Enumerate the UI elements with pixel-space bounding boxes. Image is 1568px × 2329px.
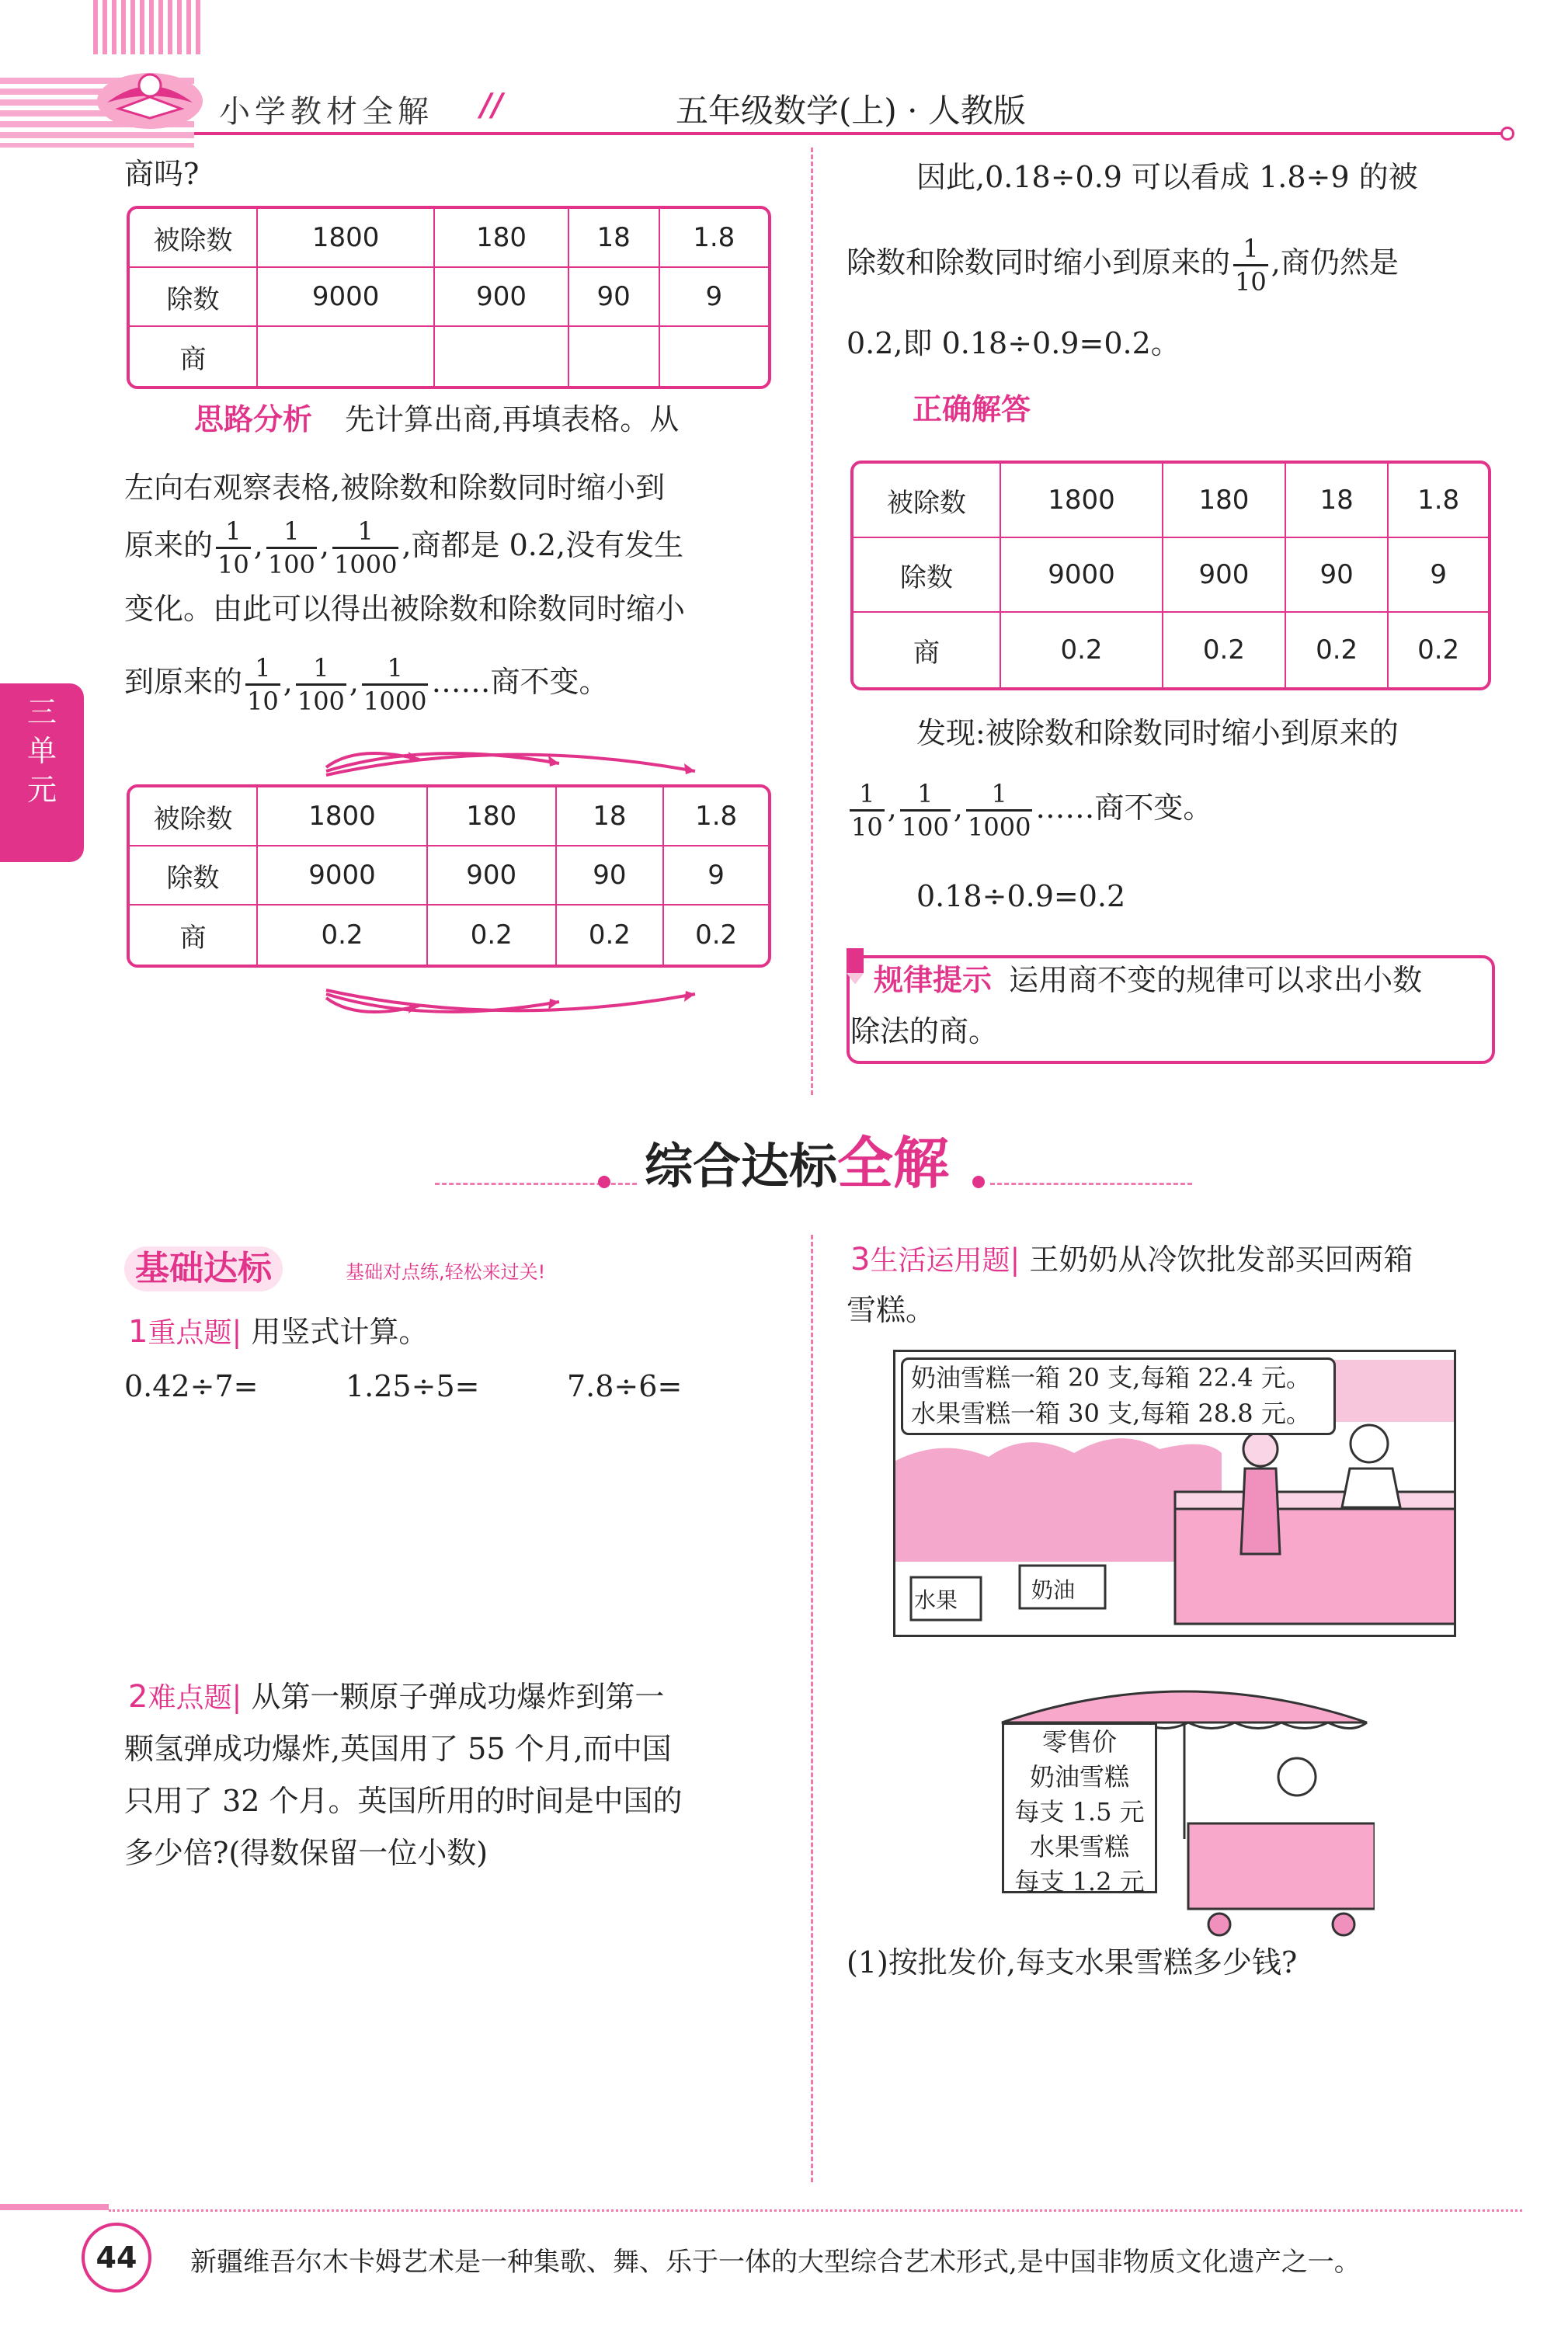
fraction-thousandth: $\frac{1}{1000}$ bbox=[334, 516, 398, 579]
table-cell: 9000 bbox=[258, 846, 428, 906]
table-cell: 9 bbox=[664, 846, 768, 906]
fraction-hundredth: $\frac{1}{100}$ bbox=[901, 779, 949, 842]
q1-expr-2: 1.25÷5= bbox=[346, 1369, 480, 1403]
q2-line-4: 多少倍?(得数保留一位小数) bbox=[124, 1836, 488, 1870]
unit-tab bbox=[0, 683, 84, 862]
table-cell: 0.2 bbox=[695, 919, 738, 951]
q2-tag: 难点题 bbox=[148, 1682, 232, 1714]
box-fruit-label: 水果 bbox=[914, 1587, 958, 1613]
retail-price-sign bbox=[1002, 1722, 1157, 1896]
quotient-row bbox=[130, 906, 768, 965]
table-cell: 1800 bbox=[258, 787, 428, 846]
row-header: 被除数 bbox=[854, 464, 1001, 538]
table-cell: 0.2 bbox=[1417, 634, 1460, 666]
section-title-main: 综合达标 bbox=[645, 1138, 838, 1194]
book-title: 五年级数学(上) · 人教版 bbox=[676, 92, 1026, 130]
discovery-text-2: ……商不变。 bbox=[1035, 791, 1213, 825]
right-text-2a: 除数和除数同时缩小到原来的 bbox=[847, 245, 1231, 280]
answer-label: 正确解答 bbox=[913, 392, 1031, 426]
analysis-line-4: 变化。由此可以得出被除数和除数同时缩小 bbox=[124, 592, 686, 626]
table-cell: 90 bbox=[1286, 538, 1389, 613]
q2-number: 2 bbox=[128, 1679, 148, 1715]
price-speech-bubble bbox=[901, 1357, 1336, 1435]
equation: 0.18÷0.9=0.2 bbox=[916, 879, 1126, 913]
pencil-icon bbox=[840, 944, 871, 987]
table-cell: 0.2 bbox=[1163, 613, 1286, 687]
tip-text-1: 运用商不变的规律可以求出小数 bbox=[1009, 963, 1423, 997]
analysis-line-2: 左向右观察表格,被除数和除数同时缩小到 bbox=[124, 471, 666, 505]
table-cell: 1800 bbox=[1001, 464, 1163, 538]
q3-number: 3 bbox=[850, 1242, 871, 1277]
table-cell: 90 bbox=[557, 846, 665, 906]
page-number: 44 bbox=[82, 2223, 151, 2293]
q2-line-2: 颗氢弹成功爆炸,英国用了 55 个月,而中国 bbox=[124, 1732, 672, 1766]
divisor-row bbox=[854, 538, 1488, 613]
right-text-2b: ,商仍然是 bbox=[1271, 245, 1399, 280]
book-logo-icon bbox=[92, 54, 208, 132]
analysis-line-1 bbox=[194, 395, 679, 444]
table-cell: 0.2 bbox=[258, 906, 428, 965]
dividend-row bbox=[130, 787, 768, 846]
analysis-text-1: 先计算出商,再填表格。从 bbox=[345, 402, 680, 436]
speech-line-1: 奶油雪糕一箱 20 支,每箱 22.4 元。 bbox=[911, 1363, 1311, 1392]
table-cell: 900 bbox=[435, 268, 569, 327]
section-dot-right bbox=[972, 1176, 985, 1188]
tip-label: 规律提示 bbox=[874, 963, 993, 997]
fraction-tenth: $\frac{1}{10}$ bbox=[851, 779, 883, 842]
fraction-tenth: $\frac{1}{10}$ bbox=[1235, 234, 1267, 297]
speech-line-2: 水果雪糕一箱 30 支,每箱 28.8 元。 bbox=[911, 1399, 1311, 1428]
table-cell: 180 bbox=[1163, 464, 1286, 538]
table-cell: 0.2 bbox=[1286, 613, 1389, 687]
top-arrows-icon bbox=[311, 736, 714, 783]
column-divider-top bbox=[811, 148, 813, 1095]
table-cell bbox=[569, 327, 660, 386]
discovery-line-1: 发现:被除数和除数同时缩小到原来的 bbox=[916, 716, 1399, 750]
table-cell: 18 bbox=[1286, 464, 1389, 538]
quotient-row bbox=[854, 613, 1488, 687]
q2-line-3: 只用了 32 个月。英国所用的时间是中国的 bbox=[124, 1784, 683, 1818]
discovery-line-2: $\frac{1}{10}$ , $\frac{1}{100}$ , $\frac{1}{1000}$ ……商不变。 bbox=[851, 779, 1213, 842]
q1-expr-1: 0.42÷7= bbox=[124, 1369, 259, 1403]
table-cell: 9 bbox=[1389, 538, 1488, 613]
quotient-row bbox=[130, 327, 768, 386]
analysis-line-3: 原来的 $\frac{1}{10}$ , $\frac{1}{100}$ , $\frac{1}{1000}$ ,商都是 0.2,没有发生 bbox=[124, 516, 684, 579]
table-cell: 9000 bbox=[1001, 538, 1163, 613]
basic-badge: 基础达标 bbox=[124, 1246, 283, 1291]
q1-tag: 重点题 bbox=[148, 1317, 232, 1349]
table-cell: 9000 bbox=[258, 268, 435, 327]
row-header: 除数 bbox=[130, 268, 258, 327]
table-cell: 0.2 bbox=[1001, 613, 1163, 687]
intro-tail: 商吗? bbox=[124, 157, 200, 191]
section-title bbox=[645, 1118, 949, 1199]
analysis-label: 思路分析 bbox=[194, 402, 313, 436]
header-slash: // bbox=[480, 87, 503, 123]
table-cell: 18 bbox=[557, 787, 665, 846]
table-cell bbox=[660, 327, 768, 386]
q1-line: 1重点题| 用竖式计算。 bbox=[128, 1314, 429, 1350]
q1-expr-3: 7.8÷6= bbox=[567, 1369, 683, 1403]
q2-text-1: 从第一颗原子弹成功爆炸到第一 bbox=[251, 1680, 665, 1714]
table-cell: 1.8 bbox=[664, 787, 768, 846]
analysis-text-5a: 到原来的 bbox=[124, 665, 243, 699]
row-header: 被除数 bbox=[130, 787, 258, 846]
footer-rule bbox=[109, 2209, 1522, 2212]
row-header: 商 bbox=[854, 613, 1001, 687]
fraction-tenth: $\frac{1}{10}$ bbox=[217, 516, 249, 579]
analysis-text-3a: 原来的 bbox=[124, 528, 214, 562]
q3-line-1: 3生活运用题| 王奶奶从冷饮批发部买回两箱 bbox=[850, 1242, 1413, 1277]
table-cell bbox=[258, 327, 435, 386]
unit-tab-label: 三单元 bbox=[26, 695, 57, 807]
row-header: 除数 bbox=[130, 846, 258, 906]
q1-text: 用竖式计算。 bbox=[251, 1315, 429, 1349]
section-dot-left bbox=[598, 1176, 610, 1188]
q3-tag: 生活运用题 bbox=[870, 1245, 1010, 1277]
dividend-row bbox=[130, 209, 768, 268]
analysis-text-3b: ,商都是 0.2,没有发生 bbox=[402, 528, 684, 562]
sign-line-3: 每支 1.5 元 bbox=[1014, 1797, 1145, 1827]
table-cell: 0.2 bbox=[557, 906, 665, 965]
box-cream-label: 奶油 bbox=[1031, 1577, 1076, 1603]
fraction-hundredth: $\frac{1}{100}$ bbox=[297, 653, 345, 716]
dividend-row bbox=[854, 464, 1488, 538]
tip-line-1 bbox=[874, 955, 1422, 1005]
row-header: 被除数 bbox=[130, 209, 258, 268]
table-cell: 1800 bbox=[258, 209, 435, 268]
q3-line-2: 雪糕。 bbox=[847, 1293, 936, 1327]
basic-badge-sub: 基础对点练,轻松来过关! bbox=[346, 1261, 546, 1283]
q3-sub-1: (1)按批发价,每支水果雪糕多少钱? bbox=[847, 1945, 1298, 1980]
column-divider-bottom bbox=[811, 1235, 813, 2182]
table-cell: 9 bbox=[660, 268, 768, 327]
series-title: 小学教材全解 bbox=[219, 94, 433, 130]
quotient-table-blank bbox=[127, 206, 771, 389]
right-para-1: 因此,0.18÷0.9 可以看成 1.8÷9 的被 bbox=[916, 160, 1418, 194]
tip-line-2: 除法的商。 bbox=[850, 1014, 999, 1048]
footer-band bbox=[0, 2204, 109, 2210]
header-decoration bbox=[93, 0, 202, 54]
table-cell: 18 bbox=[569, 209, 660, 268]
q3-text-1: 王奶奶从冷饮批发部买回两箱 bbox=[1029, 1243, 1413, 1277]
section-line-right bbox=[990, 1183, 1192, 1185]
q2-line-1: 2难点题| 从第一颗原子弹成功爆炸到第一 bbox=[128, 1679, 665, 1715]
table-cell: 0.2 bbox=[428, 906, 557, 965]
divisor-row bbox=[130, 268, 768, 327]
table-cell: 900 bbox=[1163, 538, 1286, 613]
header-dot bbox=[1500, 127, 1514, 141]
fraction-thousandth: $\frac{1}{1000}$ bbox=[967, 779, 1031, 842]
section-title-highlight: 全解 bbox=[837, 1131, 950, 1196]
divisor-row bbox=[130, 846, 768, 906]
sign-line-5: 每支 1.2 元 bbox=[1014, 1867, 1145, 1896]
table-cell: 1.8 bbox=[1389, 464, 1488, 538]
right-para-2 bbox=[847, 231, 1399, 297]
sign-line-2: 奶油雪糕 bbox=[1029, 1762, 1129, 1792]
table-cell: 180 bbox=[428, 787, 557, 846]
row-header: 商 bbox=[130, 906, 258, 965]
right-para-3: 0.2,即 0.18÷0.9=0.2。 bbox=[847, 326, 1180, 360]
table-cell: 1.8 bbox=[660, 209, 768, 268]
sign-line-4: 水果雪糕 bbox=[1029, 1832, 1129, 1861]
row-header: 商 bbox=[130, 327, 258, 386]
analysis-line-5: 到原来的 $\frac{1}{10}$ , $\frac{1}{100}$ , $\frac{1}{1000}$ ……商不变。 bbox=[124, 653, 609, 716]
row-header: 除数 bbox=[854, 538, 1001, 613]
quotient-table-filled bbox=[127, 784, 771, 968]
table-cell: 180 bbox=[435, 209, 569, 268]
footer-note: 新疆维吾尔木卡姆艺术是一种集歌、舞、乐于一体的大型综合艺术形式,是中国非物质文化遗产之一。 bbox=[190, 2247, 1361, 2278]
analysis-text-5b: ……商不变。 bbox=[431, 665, 609, 699]
q1-number: 1 bbox=[128, 1314, 148, 1350]
answer-table bbox=[850, 461, 1491, 690]
header-rule bbox=[194, 132, 1507, 135]
fraction-tenth: $\frac{1}{10}$ bbox=[247, 653, 279, 716]
fraction-hundredth: $\frac{1}{100}$ bbox=[267, 516, 315, 579]
bottom-arrows-icon bbox=[311, 982, 714, 1029]
fraction-thousandth: $\frac{1}{1000}$ bbox=[363, 653, 427, 716]
table-cell: 90 bbox=[569, 268, 660, 327]
sign-line-1: 零售价 bbox=[1041, 1727, 1117, 1757]
table-cell: 900 bbox=[428, 846, 557, 906]
table-cell bbox=[435, 327, 569, 386]
